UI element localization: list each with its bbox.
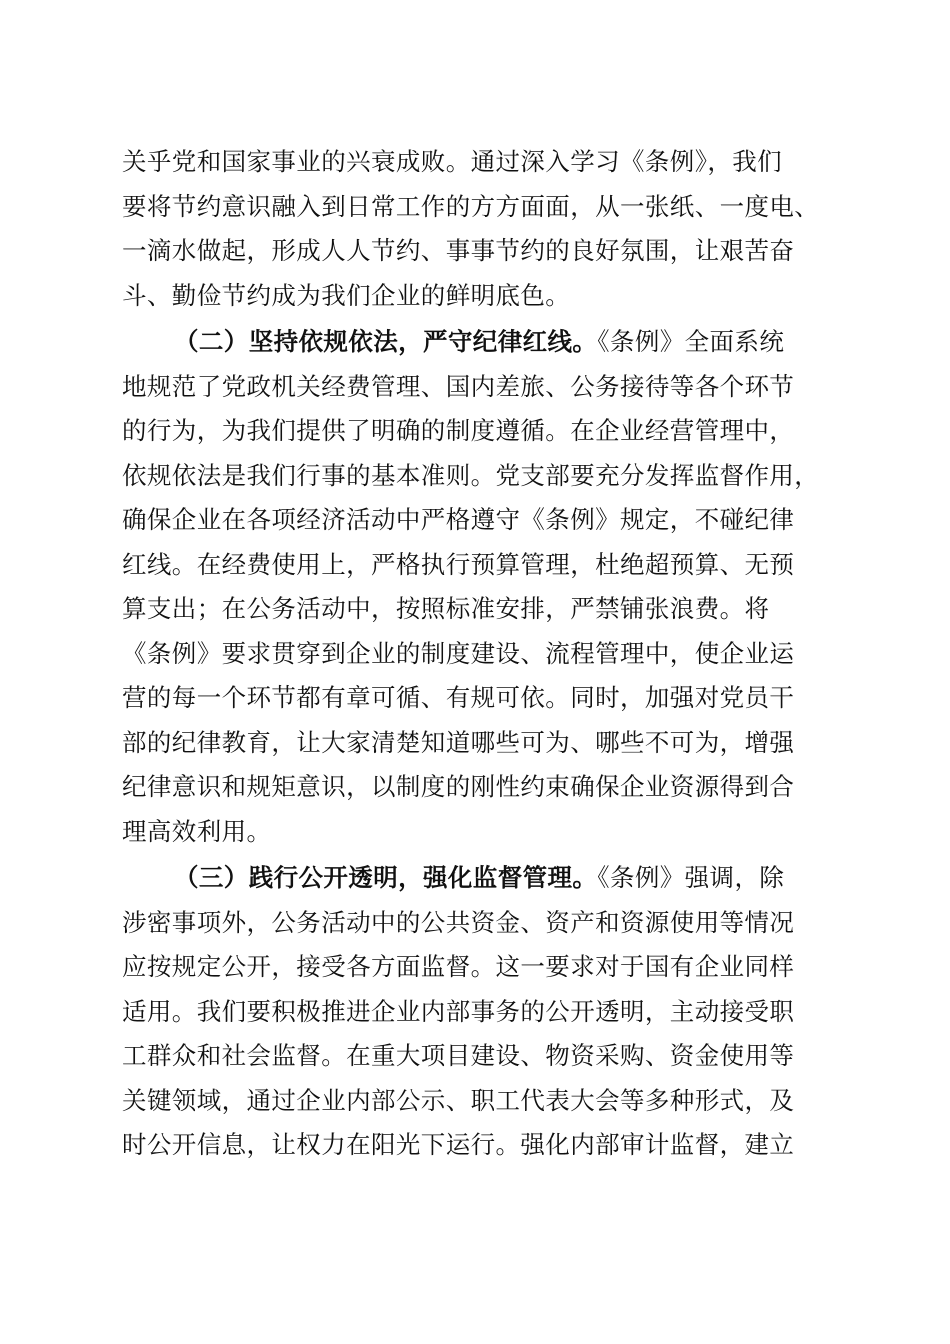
paragraph-line: 应按规定公开，接受各方面监督。这一要求对于国有企业同样 — [122, 952, 795, 981]
paragraph-line: 地规范了党政机关经费管理、国内差旅、公务接待等各个环节 — [122, 371, 795, 401]
paragraph-line: 斗、勤俭节约成为我们企业的鲜明底色。 — [122, 280, 571, 310]
paragraph-line: 关键领域，通过企业内部公示、职工代表大会等多种形式，及 — [122, 1085, 795, 1115]
paragraph-line: 算支出；在公务活动中，按照标准安排，严禁铺张浪费。将 — [122, 594, 770, 623]
paragraph-line: 关乎党和国家事业的兴衰成败。通过深入学习《条例》，我们 — [122, 147, 783, 176]
section-2-first-line-text: 《条例》全面系统 — [597, 327, 785, 356]
section-3-heading: （三）践行公开透明，强化监督管理。 — [174, 863, 598, 892]
document-body — [122, 140, 830, 1168]
paragraph-line: 确保企业在各项经济活动中严格遵守《条例》规定，不碰纪律 — [122, 505, 795, 534]
paragraph-line: 要将节约意识融入到日常工作的方方面面，从一张纸、一度电、 — [122, 191, 820, 221]
paragraph-line: 红线。在经费使用上，严格执行预算管理，杜绝超预算、无预 — [122, 549, 795, 579]
paragraph-line: 涉密事项外，公务活动中的公共资金、资产和资源使用等情况 — [122, 907, 795, 937]
section-3-first-line — [122, 856, 830, 901]
section-2-first-line — [122, 320, 830, 365]
section-3-first-line-text: 《条例》强调，除 — [597, 863, 785, 892]
paragraph-line: 依规依法是我们行事的基本准则。党支部要充分发挥监督作用， — [122, 460, 820, 490]
paragraph-line: 《条例》要求贯穿到企业的制度建设、流程管理中，使企业运 — [122, 638, 795, 668]
paragraph-line: 纪律意识和规矩意识，以制度的刚性约束确保企业资源得到合 — [122, 772, 795, 801]
paragraph-line: 营的每一个环节都有章可循、有规可依。同时，加强对党员干 — [122, 683, 795, 712]
paragraph-line: 工群众和社会监督。在重大项目建设、物资采购、资金使用等 — [122, 1041, 795, 1070]
paragraph-line: 的行为，为我们提供了明确的制度遵循。在企业经营管理中， — [122, 416, 795, 445]
paragraph-line: 时公开信息，让权力在阳光下运行。强化内部审计监督，建立 — [122, 1130, 795, 1159]
paragraph-line: 部的纪律教育，让大家清楚知道哪些可为、哪些不可为，增强 — [122, 727, 795, 757]
paragraph-line: 一滴水做起，形成人人节约、事事节约的良好氛围，让艰苦奋 — [122, 236, 795, 265]
paragraph-line: 理高效利用。 — [122, 816, 272, 846]
paragraph-line: 适用。我们要积极推进企业内部事务的公开透明，主动接受职 — [122, 996, 795, 1026]
section-2-heading: （二）坚持依规依法，严守纪律红线。 — [174, 327, 598, 356]
